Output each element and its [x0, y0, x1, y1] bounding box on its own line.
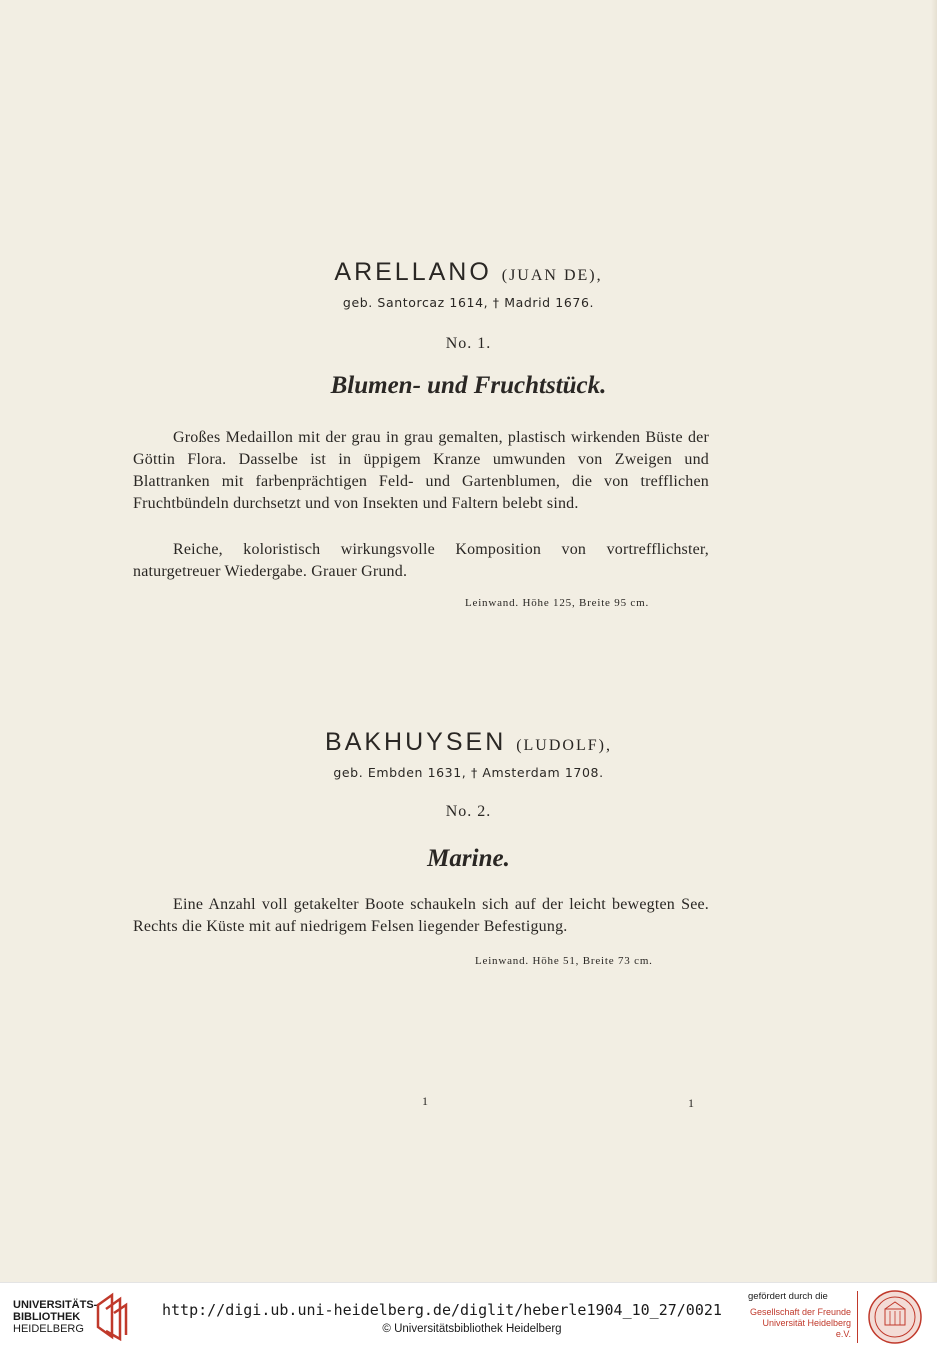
entry-1-paragraph-1: Großes Medaillon mit der grau in grau gemalten, plastisch wirkenden Büste der Göttin Flora. Dasselbe ist in üppigem Kranze umwunden von Zweigen und Blattranken mit farbenprächtigen Feld- und Gartenblumen, die von trefflichen Fruchtbündeln durchsetzt und von Insekten und Faltern belebt sind. [133, 429, 709, 512]
entry-1-dimensions: Leinwand. Höhe 125, Breite 95 cm. [465, 597, 650, 609]
entry-1-artist [0, 258, 937, 287]
entry-1-number: No. 1. [445, 335, 492, 352]
footer-bar [0, 1282, 937, 1349]
permalink-url[interactable]: http://digi.ub.uni-heidelberg.de/diglit/heberle1904_10_27/0021 [162, 1301, 722, 1319]
university-seal-icon [867, 1289, 923, 1345]
page-number-left: 1 [422, 1094, 428, 1108]
entry-2-number: No. 2. [445, 803, 492, 820]
entry-1-artist-given: (JUAN DE), [501, 267, 603, 284]
entry-1-artist-surname: ARELLANO [334, 258, 492, 286]
library-name [13, 1299, 97, 1335]
page-number-right: 1 [688, 1096, 694, 1110]
entry-2-life-dates: geb. Embden 1631, † Amsterdam 1708. [333, 765, 604, 780]
entry-1-life-dates: geb. Santorcaz 1614, † Madrid 1676. [342, 295, 595, 310]
page-edge-shadow [931, 0, 937, 1282]
sponsor-line-1: Gesellschaft der Freunde [749, 1307, 851, 1317]
library-logo-icon [94, 1291, 130, 1341]
entry-2-dimensions: Leinwand. Höhe 51, Breite 73 cm. [475, 955, 653, 967]
entry-2-artist [0, 728, 937, 757]
sponsor-line-2: Universität Heidelberg e.V. [762, 1318, 851, 1339]
library-name-line-2: BIBLIOTHEK [13, 1311, 81, 1323]
sponsor-name [748, 1307, 851, 1340]
entry-1-paragraph-2: Reiche, koloristisch wirkungsvolle Komposition von vortrefflichster, naturgetreuer Wiedergabe. Grauer Grund. [133, 541, 709, 580]
entry-2-artist-surname: BAKHUYSEN [325, 728, 507, 756]
sponsor-divider [857, 1291, 858, 1343]
entry-2-title: Marine. [427, 845, 510, 872]
entry-2-paragraph-1: Eine Anzahl voll getakelter Boote schaukeln sich auf der leicht bewegten See. Rechts die Küste mit auf niedrigem Felsen liegender Befestigung. [133, 896, 709, 935]
copyright-notice: © Universitätsbibliothek Heidelberg [382, 1323, 562, 1335]
library-name-line-1: UNIVERSITÄTS- [13, 1299, 98, 1311]
entry-1-title: Blumen- und Fruchtstück. [330, 372, 607, 399]
entry-2-artist-given: (LUDOLF), [516, 737, 612, 754]
sponsor-intro: gefördert durch die [748, 1291, 828, 1302]
library-name-line-3: HEIDELBERG [13, 1323, 84, 1335]
